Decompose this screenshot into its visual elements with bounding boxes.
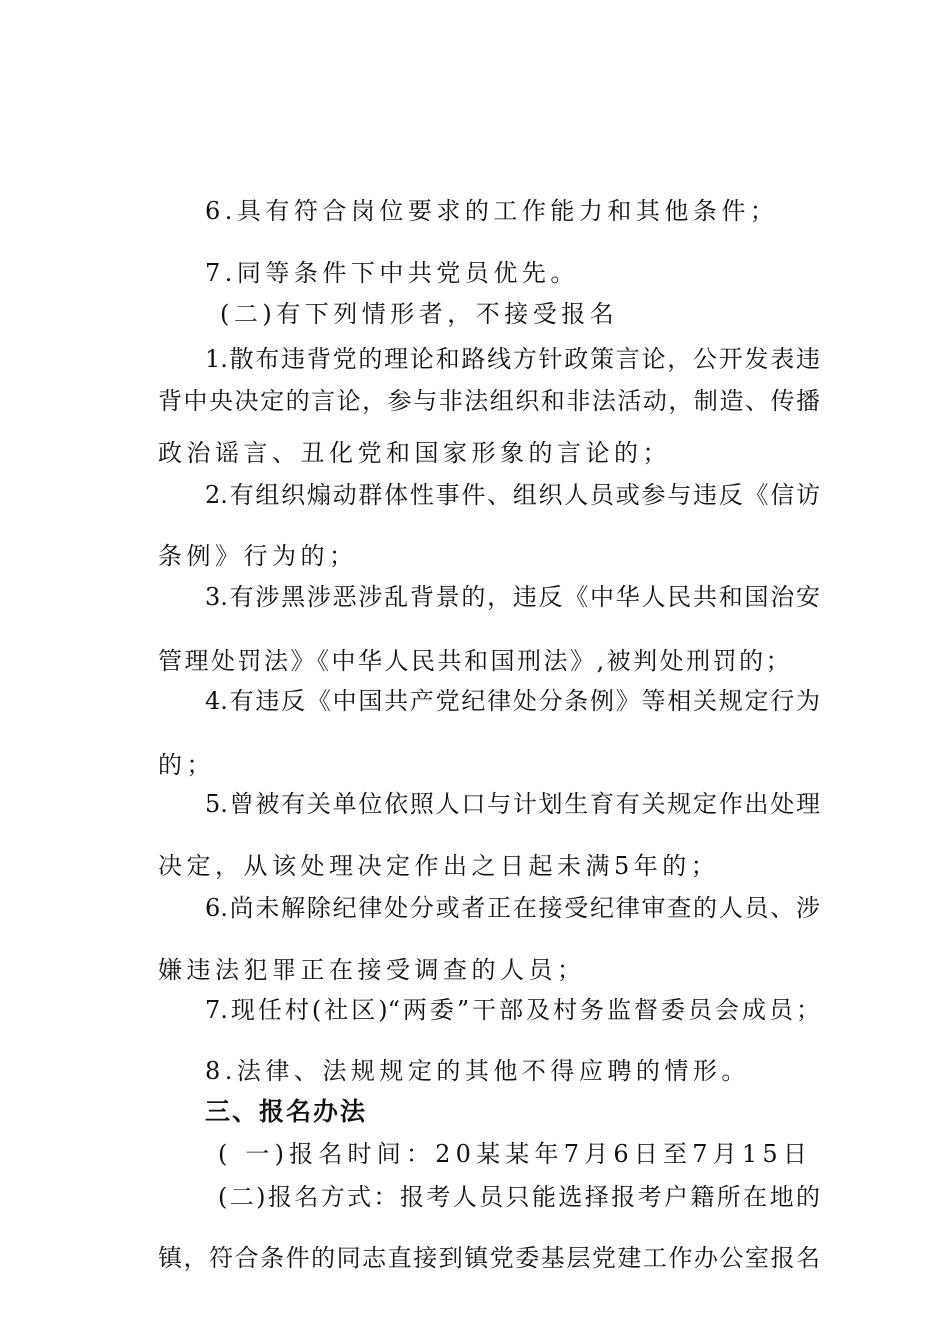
exclusion-6-line-2: 嫌违法犯罪正在接受调查的人员；	[158, 956, 586, 984]
section-heading-3: 三、报名办法	[205, 1097, 368, 1126]
condition-7: 7.同等条件下中共党员优先。	[205, 259, 579, 287]
exclusion-7: 7.现任村(社区)“两委”干部及村务监督委员会成员；	[205, 996, 820, 1024]
exclusion-6-line-1: 6.尚未解除纪律处分或者正在接受纪律审查的人员、涉	[205, 894, 820, 922]
exclusion-3-line-1: 3.有涉黑涉恶涉乱背景的，违反《中华人民共和国治安	[205, 583, 820, 611]
condition-6: 6.具有符合岗位要求的工作能力和其他条件；	[205, 197, 779, 225]
registration-time: ( 一)报名时间：20某某年7月6日至7月15日	[218, 1140, 813, 1168]
exclusion-8: 8.法律、法规规定的其他不得应聘的情形。	[205, 1057, 750, 1085]
exclusion-2-line-2: 条例》行为的；	[158, 542, 358, 570]
registration-method-line-1: (二)报名方式：报考人员只能选择报考户籍所在地的	[218, 1183, 820, 1211]
exclusion-5-line-1: 5.曾被有关单位依照人口与计划生育有关规定作出处理	[205, 790, 820, 818]
exclusion-1-line-3: 政治谣言、丑化党和国家形象的言论的；	[158, 439, 671, 467]
subsection-heading-2: (二)有下列情形者，不接受报名	[220, 300, 619, 328]
registration-method-line-2: 镇，符合条件的同志直接到镇党委基层党建工作办公室报名	[158, 1244, 820, 1272]
exclusion-1-line-2: 背中央决定的言论，参与非法组织和非法活动，制造、传播	[158, 387, 820, 415]
exclusion-5-line-2: 决定，从该处理决定作出之日起未满5年的；	[158, 852, 720, 880]
exclusion-4-line-1: 4.有违反《中国共产党纪律处分条例》等相关规定行为	[205, 687, 820, 715]
exclusion-3-line-2: 管理处罚法》《中华人民共和国刑法》,被判处刑罚的；	[158, 647, 793, 675]
exclusion-4-line-2: 的；	[158, 751, 215, 779]
exclusion-1-line-1: 1.散布违背党的理论和路线方针政策言论，公开发表违	[205, 345, 820, 373]
exclusion-2-line-1: 2.有组织煽动群体性事件、组织人员或参与违反《信访	[205, 481, 820, 509]
